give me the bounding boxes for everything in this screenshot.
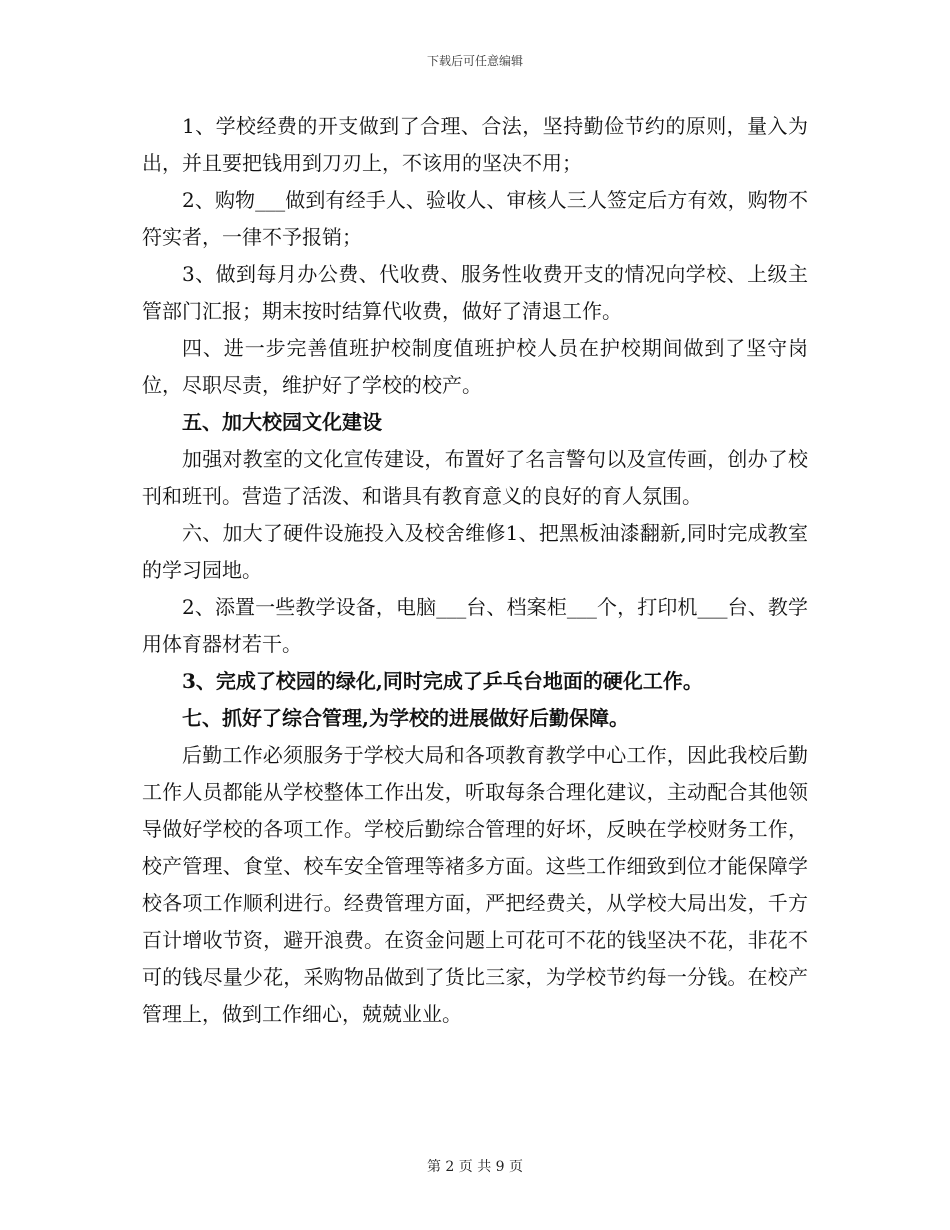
document-body	[142, 108, 808, 1033]
paragraph-2: 2、购物___做到有经手人、验收人、审核人三人签定后方有效，购物不符实者，一律不予报销；	[142, 188, 808, 249]
page-number: 第 2 页 共 9 页	[426, 1159, 524, 1175]
paragraph-11: 后勤工作必须服务于学校大局和各项教育教学中心工作，因此我校后勤工作人员都能从学校整体工作出发，听取每条合理化建议，主动配合其他领导做好学校的各项工作。学校后勤综合管理的好坏，反映在学校财务工作，校产管理、食堂、校车安全管理等褚多方面。这些工作细致到位才能保障学校各项工作顺利进行。经费管理方面，严把经费关，从学校大局出发，千方百计增收节资，避开浪费。在资金问题上可花可不花的钱坚决不花，非花不可的钱尽量少花，采购物品做到了货比三家，为学校节约每一分钱。在校产管理上，做到工作细心，兢兢业业。	[142, 743, 808, 1026]
paragraph-4: 四、进一步完善值班护校制度值班护校人员在护校期间做到了坚守岗位，尽职尽责，维护好了学校的校产。	[142, 336, 808, 397]
section-heading-5: 五、加大校园文化建设	[182, 410, 382, 434]
page-header: 下载后可任意编辑	[426, 54, 523, 68]
section-heading-7: 七、抓好了综合管理,为学校的进展做好后勤保障。	[182, 706, 629, 730]
paragraph-6: 加强对教室的文化宣传建设，布置好了名言警句以及宣传画，创办了校刊和班刊。营造了活泼、和谐具有教育意义的良好的育人氛围。	[142, 447, 808, 508]
paragraph-9-bold: 3、完成了校园的绿化,同时完成了乒乓台地面的硬化工作。	[182, 669, 703, 693]
paragraph-3: 3、做到每月办公费、代收费、服务性收费开支的情况向学校、上级主管部门汇报；期末按时结算代收费，做好了清退工作。	[142, 262, 808, 323]
paragraph-8: 2、添置一些教学设备，电脑___台、档案柜___个，打印机___台、教学用体育器材若干。	[142, 595, 808, 656]
paragraph-7: 六、加大了硬件设施投入及校舍维修1、把黑板油漆翻新,同时完成教室的学习园地。	[142, 521, 808, 582]
paragraph-1: 1、学校经费的开支做到了合理、合法，坚持勤俭节约的原则，量入为出，并且要把钱用到刀刃上，不该用的坚决不用；	[142, 114, 808, 175]
